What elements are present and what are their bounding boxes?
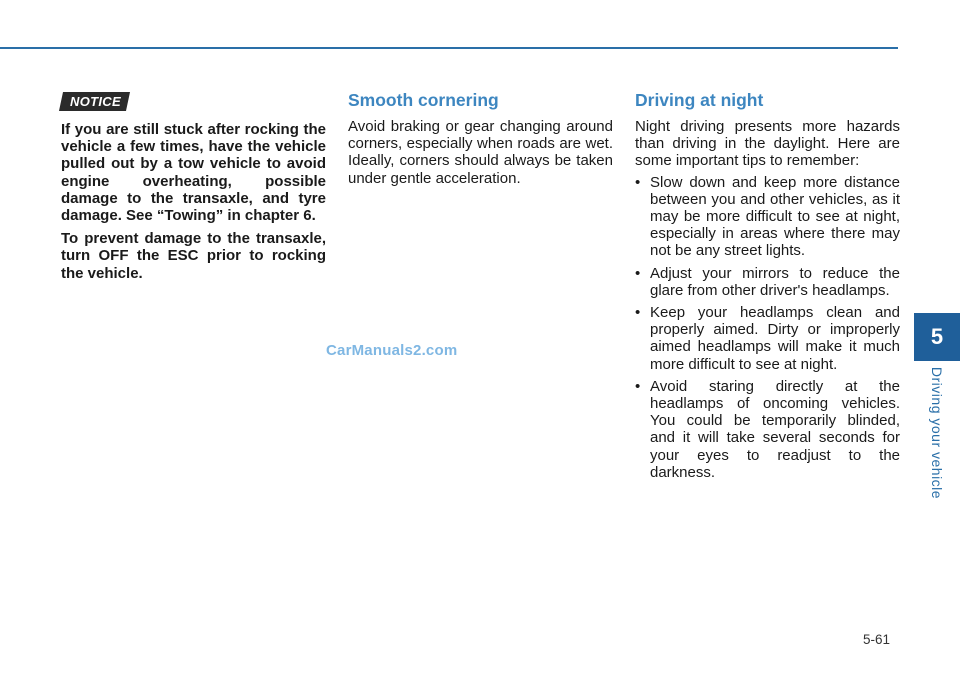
chapter-title: Driving your vehicle [929, 366, 945, 500]
driving-at-night-section [635, 90, 900, 486]
watermark-link[interactable]: CarManuals2.com [326, 342, 458, 359]
list-item: • Adjust your mirrors to reduce the glare from other driver's headlamps. [635, 265, 900, 299]
list-item: • Slow down and keep more distance between you and other vehicles, as it may be more difficult to see at night, especially in areas where there may not be any street lights. [635, 174, 900, 260]
notice-paragraph-2: To prevent damage to the transaxle, turn OFF the ESC prior to rocking the vehicle. [61, 230, 326, 282]
notice-badge: NOTICE [59, 92, 130, 111]
driving-at-night-intro: Night driving presents more hazards than driving in the daylight. Here are some important tips to remember: [635, 118, 900, 170]
smooth-cornering-section [348, 90, 613, 187]
smooth-cornering-body: Avoid braking or gear changing around corners, especially when roads are wet. Ideally, corners should always be taken under gentle acceleration. [348, 118, 613, 187]
night-tips-list [635, 174, 900, 481]
driving-at-night-heading: Driving at night [635, 90, 764, 110]
page-number: 5-61 [863, 632, 891, 647]
notice-paragraph-1: If you are still stuck after rocking the vehicle a few times, have the vehicle pulled out by a tow vehicle to avoid engine overheating, possible damage to the transaxle, and tyre damage. See “Towing” in chapter 6. [61, 121, 326, 225]
notice-column [61, 92, 326, 282]
chapter-tab: 5 [914, 313, 960, 361]
header-rule [0, 47, 898, 49]
list-item: • Avoid staring directly at the headlamps of oncoming vehicles. You could be temporarily blinded, and it will take several seconds for your eyes to readjust to the darkness. [635, 378, 900, 481]
smooth-cornering-heading: Smooth cornering [348, 90, 499, 110]
list-item: • Keep your headlamps clean and properly aimed. Dirty or improperly aimed headlamps will make it much more difficult to see at night. [635, 304, 900, 373]
